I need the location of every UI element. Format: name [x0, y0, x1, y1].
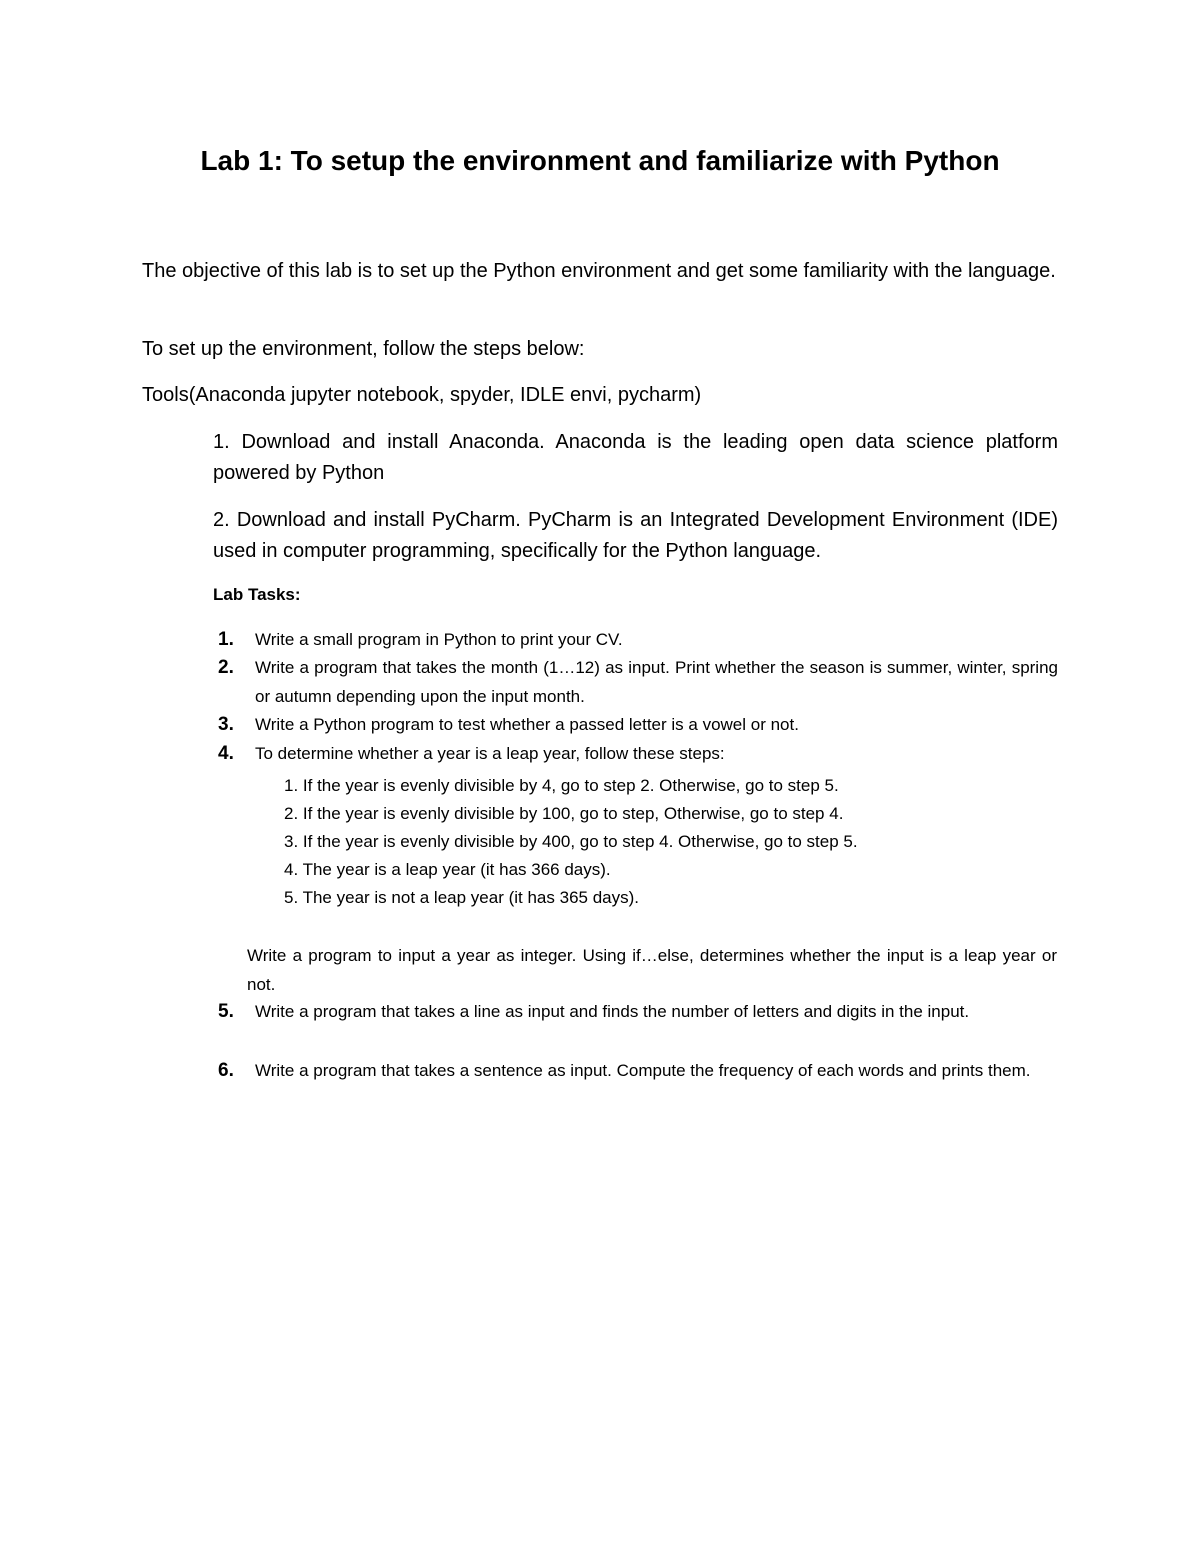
leap-step: 2. If the year is evenly divisible by 100, go to step, Otherwise, go to step 4.: [284, 804, 844, 823]
task-item: [213, 1057, 1058, 1086]
leap-step: 5. The year is not a leap year (it has 365 days).: [284, 888, 639, 907]
task-number: 2.: [218, 657, 234, 678]
task-text: Write a program that takes the month (1…12) as input. Print whether the season is summer, winter, spring or autumn depending upon the input month.: [255, 658, 1058, 706]
leap-step: 4. The year is a leap year (it has 366 days).: [284, 860, 611, 879]
task-item: [213, 711, 1058, 740]
task-number: 6.: [218, 1060, 234, 1081]
task-text: Write a program that takes a line as input and finds the number of letters and digits in the input.: [255, 1002, 970, 1021]
setup-step-anaconda: 1. Download and install Anaconda. Anaconda is the leading open data science platform powered by Python: [213, 431, 1058, 484]
task-text: Write a Python program to test whether a passed letter is a vowel or not.: [255, 715, 799, 734]
task-text: Write a program that takes a sentence as input. Compute the frequency of each words and prints them.: [255, 1061, 1031, 1080]
document-title: Lab 1: To setup the environment and familiarize with Python: [200, 145, 1000, 176]
intro-paragraph: The objective of this lab is to set up the Python environment and get some familiarity with the language.: [142, 260, 1056, 282]
task-text: Write a small program in Python to print your CV.: [255, 630, 623, 649]
task-text: To determine whether a year is a leap year, follow these steps:: [255, 744, 725, 763]
tools-list: Tools(Anaconda jupyter notebook, spyder, IDLE envi, pycharm): [142, 384, 702, 406]
task-item: [213, 998, 1058, 1027]
setup-instruction: To set up the environment, follow the steps below:: [142, 338, 585, 360]
task-number: 1.: [218, 629, 234, 650]
task-number: 3.: [218, 714, 234, 735]
leap-step: 1. If the year is evenly divisible by 4, go to step 2. Otherwise, go to step 5.: [284, 776, 839, 795]
task-number: 5.: [218, 1001, 234, 1022]
lab-tasks-heading: Lab Tasks:: [213, 585, 301, 604]
setup-step-pycharm: 2. Download and install PyCharm. PyCharm is an Integrated Development Environment (IDE) used in computer programming, specifically for the Python language.: [213, 509, 1058, 562]
task-item: [213, 626, 1058, 655]
task-item: [213, 740, 1058, 769]
leap-year-task-note: Write a program to input a year as integer. Using if…else, determines whether the input is a leap year or not.: [247, 946, 1057, 994]
leap-step: 3. If the year is evenly divisible by 400, go to step 4. Otherwise, go to step 5.: [284, 832, 858, 851]
task-item: [213, 654, 1058, 711]
task-number: 4.: [218, 743, 234, 764]
